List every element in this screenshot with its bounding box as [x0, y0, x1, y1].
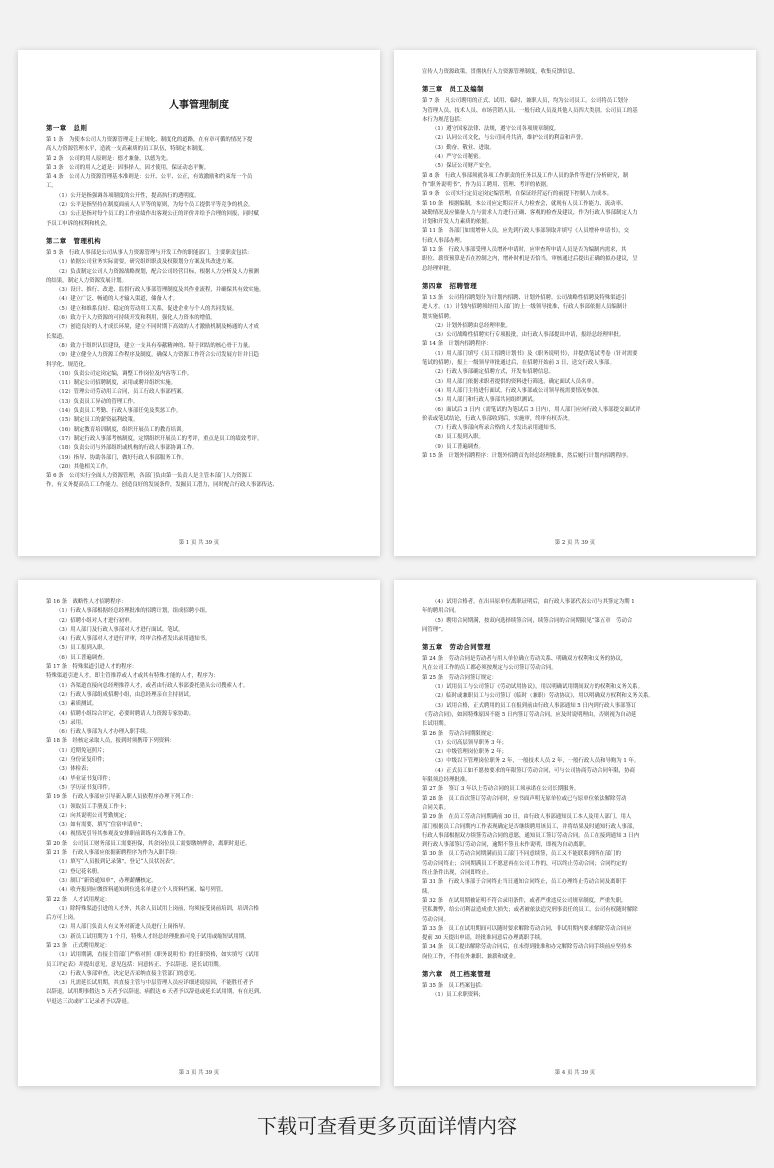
text-line: （2）负责制定公司人力资源战略规划，配合公司经营目标，根据人力分析及人力预测: [56, 268, 259, 275]
text-line: （5）录用。: [56, 719, 87, 726]
text-line: 年限须总经理批准。: [422, 777, 471, 784]
text-line: （2）登记花名册。: [56, 868, 103, 875]
text-line: （1）各渠道直接向总经理推荐人才，或者由行政人事部委托猎头公司搜索人才。: [56, 682, 249, 689]
text-line: （18）负责公司与外部组织或机构的行政人事部协调工作。: [56, 445, 198, 452]
text-line: 以辞退，试用期事假达 5 天者予以辞退，病假达 6 天者予以辞退或延长试用期，有在迟到、: [46, 989, 265, 996]
text-line: 第 5 条 行政人事部是公司从事人力资源管理与开发工作的职能部门，主要职责包括：: [46, 249, 253, 256]
page-content: [46, 123, 352, 491]
page-content: [422, 68, 728, 461]
text-line: （1）用人部门填写《员工招聘计划书》及《职务说明书》，并提供笔试考卷（针对需要: [432, 350, 638, 357]
text-line: 早退达三次或旷工记录者予以辞退。: [46, 998, 133, 1005]
text-line: 第 6 条 公司实行全面人力资源管理，各部门负由第一负责人是主管本部门人力资源工: [46, 473, 253, 480]
text-line: 第 10 条 根据编制，本公司应定期召开人力检查会，就现有人员工作能力、流动率、: [422, 200, 627, 207]
text-line: （5）员工报到入职。: [56, 645, 108, 652]
text-line: （3）中级以下管理岗位职务 2 年，一般技术人员 2 年，一般行政人员和导购为 1 年。: [432, 758, 640, 765]
text-line: （4）建立广泛、畅通的人才输入渠道，储备人才。: [56, 296, 179, 303]
text-line: 第 17 条 特殊渠道引进人才的程序：: [46, 664, 138, 671]
text-line: 劳动合同终止；合同期满员工不愿意再在公司工作的，可以终止劳动合同；合同约定的: [422, 860, 627, 867]
text-line: （13）负责员工异动的管理工作。: [56, 398, 139, 405]
text-line: 高人力资源管理水平，造就一支高素质的员工队伍，特制定本制度。: [46, 146, 208, 153]
text-line: （7）创造良好的人才成长环境，建立不同时期下高效的人才激励机制及畅通的人才成: [56, 324, 259, 331]
text-line: （8）员工报到入职。: [432, 434, 484, 441]
text-line: 第 29 条 在员工劳动合同期满前 30 日，由行政人事部通知员工本人及用人部门，用人: [422, 814, 632, 821]
text-line: （8）致力于组织认信建设，建立一支具有奉献精神的、特于团结的核心骨干力量。: [56, 342, 254, 349]
text-line: 长试用期。: [422, 721, 449, 728]
text-line: 价表或笔试结论，行政人事部收到后，实施审，终审有权否决。: [422, 415, 573, 422]
text-line: （2）临时或兼职员工与公司签订《临时（兼职）劳动协议》，用以明确双方权利和义务关系。: [432, 693, 654, 700]
text-line: 笔试的招聘），报上一级领导审批通过后，在招聘开始前 3 日，送交行政人事部。: [422, 360, 615, 367]
document-page-1: [18, 50, 380, 556]
text-line: 第 3 条 公司的用人之道是：因事择人，因才使用，保证动态平衡。: [46, 164, 210, 171]
text-line: 第 26 条 劳动合同期限规定：: [422, 730, 497, 737]
download-caption[interactable]: 下载可查看更多页面详情内容: [257, 1114, 517, 1138]
chapter-heading: 第一章 总则: [46, 124, 88, 132]
text-line: 职位、薪资预算是否在控制之内，增补时机是否恰当，审核通过后提出正确的拟办建议，呈: [422, 256, 638, 263]
text-line: （1）员工求职资料；: [432, 992, 484, 999]
page-footer: 第 4 页 共 39 页: [554, 1070, 596, 1076]
text-line: （5）保证公司财产安全。: [432, 163, 495, 170]
text-line: 第 33 条 员工在试用期间可以随时要求解除劳动合同，非试用期内要求解除劳动合同应: [422, 925, 632, 932]
text-line: （1）近期免冠照片；: [56, 747, 108, 754]
text-line: 第 31 条 行政人事部于合同终止当日通知合同终止，员工办理终止劳动合同及离职手: [422, 879, 627, 886]
text-line: （3）公正是指对每个员工的工作业绩作出客观公正的评价并给予合理的回报，同时赋: [56, 211, 259, 218]
text-line: （12）管理公司劳动用工合同，员工行政人事部档案。: [56, 389, 187, 396]
text-line: （1）试用员工与公司签订《劳动试用协议》，用以明确试用期间双方的权利和义务关系。: [432, 684, 643, 691]
text-line: （4）用人部门主持进行面试，行政人事部或公司领导视需要情况参加。: [432, 387, 603, 394]
text-line: （2）认同公司文化，与公司同舟共济，维护公司的利益和声誉。: [432, 135, 587, 142]
text-line: （9）建立健全人力资源工作程序及制度，确保人力资源工作符合公司发展方针并日趋: [56, 352, 259, 359]
text-line: 行政人事部根据双方续签劳动合同的意愿，通知员工签订劳动合同。员工在接到通知 3 日内: [422, 832, 640, 839]
text-line: 第 12 条 行政人事部受理人员增补申请时，应审查所申请人员是否为编制内需求，其: [422, 247, 627, 254]
text-line: 营私舞弊，给公司利益造成重大损失；或者被依法追究刑事责任的员工，公司有权随时解除: [422, 907, 638, 914]
page-content: [46, 598, 352, 1007]
text-line: （2）中级管理岗位职务 2 年；: [432, 749, 507, 756]
text-line: （17）制定行政人事部考核制度，定期组织开展员工的考评，重点是员工的绩效考评。: [56, 435, 263, 442]
text-line: 第 30 条 员工劳动合同期满而员工部门不同意续签，员工又不能联系到所在部门的: [422, 851, 621, 858]
text-line: （2）计划外招聘由总经理审批。: [432, 322, 511, 329]
text-line: （15）制定员工的薪资福利政策。: [56, 417, 139, 424]
text-line: 第 32 条 在试用期被证明不符合录用条件，或者严重违反公司规章制度，严重失职，: [422, 897, 627, 904]
text-line: 第 1 条 为使本公司人力资源管理走上正规化、制度化的道路，在有章可循的情况下提: [46, 137, 253, 143]
text-line: 第 2 条 公司的用人原则是：德才兼备，以德为先。: [46, 155, 172, 162]
text-line: 第 34 条 员工提出解除劳动合同后，在未得到批准和办完解除劳动合同手续前应坚持本: [422, 944, 632, 951]
text-line: （1）填写“人员报到记录簿”，登记“人员状况表”。: [56, 859, 179, 866]
text-line: （3）公司战略性招聘实行专项报批，由行政人事部提出申请，报经总经理审批。: [432, 332, 625, 339]
text-line: 第 8 条 行政人事部须就各项工作职责的任务以及工作人员的条件等进行分析研究，制: [422, 172, 629, 179]
text-line: 第 4 条 公司人力资源管理基本准则是：公开、公平、公正，有效激励和约束每一个员: [46, 174, 253, 181]
text-line: 第 20 条 公司员工财务部员工需要担保，其余岗位员工需要缴纳押金，离职时退还。: [46, 840, 251, 847]
text-line: 为管理人员、技术人员、市场营销人员、一般行政人员及其他人员四大类别。公司员工的基: [422, 107, 638, 114]
text-line: （1）除特殊渠道引进的人才外，其余人员试用上岗前，均须接受岗前培训，培训合格: [56, 905, 259, 912]
text-line: 到行政人事部签订劳动合同，逾期不签且未作说明，即视为自动离职。: [422, 842, 590, 849]
text-line: 第 21 条 行政人事部应依据新聘程序为作为入职手续：: [46, 850, 181, 857]
text-line: 作，有义务提高员工工作能力，创造良好的发展条件，发掘员工潜力，同时配合行政人事部传达、: [46, 482, 278, 489]
text-line: （1）领取员工手册及工作卡；: [56, 803, 130, 810]
text-line: （1）公司高层领导职务 3 年；: [432, 739, 507, 746]
text-line: 第 9 条 公司实行定员定岗定编管理，在保证经营运行的前提下控制人力成本。: [422, 191, 613, 198]
text-line: （3）用人部门依据求职者提供的资料进行筛选，确定面试人员名单。: [432, 378, 598, 385]
chapter-heading: 第二章 管理机构: [46, 236, 102, 245]
text-line: 岗位工作，不得在外兼职、兼薪和就业。: [422, 953, 520, 960]
text-line: 特殊渠道引进人才，即主管推荐或人才或其有特殊才能的人才，程序为：: [46, 673, 219, 680]
text-line: 年的聘用合同。: [422, 608, 460, 615]
text-line: 第 25 条 劳动合同签订规定：: [422, 674, 497, 681]
chapter-heading: 第四章 招聘管理: [422, 281, 478, 290]
text-line: （1）试用期满，直接主管部门严格对照《职务说明书》的任职资格，如实填写《试用: [56, 952, 259, 959]
text-line: （2）用人部门负责人有义务对新进人员进行上岗指导。: [56, 924, 189, 931]
text-line: 续。: [422, 888, 433, 895]
text-line: 予员工申诉的权利和机会。: [46, 220, 111, 227]
text-line: （3）设计、推行、改进、监督行政人事部管理制度及其作业流程，并确保其有效实施。: [56, 287, 265, 294]
text-line: （3）如有需要，填写“住宿申请单”；: [56, 822, 146, 829]
text-line: （6）行政人事部为人才办理入职手续。: [56, 729, 152, 736]
text-line: 缺勤情况及应储备人力与需求人力进行正确、客观的检查及建议，作为行政人事部制定人力: [422, 209, 638, 216]
text-line: 员工评定表》并提出意见，意见包括：同意转正、予以辞退、延长试用期。: [46, 961, 224, 968]
text-line: （1）遵守国家法律、法规，遵守公司各项规章制度。: [432, 126, 560, 133]
document-title: 人事管理制度: [169, 100, 229, 111]
text-line: 第 16 条 战略性人才招聘程序：: [46, 599, 127, 605]
text-line: （1）行政人事部根据经总经理批准的招聘计划，组成招聘小组。: [56, 608, 211, 615]
text-line: （3）勤奋、敬业、进取。: [432, 144, 495, 151]
text-line: 总经理审批。: [422, 265, 455, 272]
text-line: （3）试用合格，正式聘用的员工在报到前由行政人事部通知 5 日内到行政人事部签订: [432, 702, 637, 709]
text-line: 第 18 条 经核定录取人员，报到时须携带下列资料：: [46, 738, 175, 745]
text-line: 劳动合同。: [422, 916, 449, 923]
document-page-4: [394, 580, 756, 1086]
text-line: 后方可上岗。: [46, 915, 79, 922]
text-line: 第 15 条 计划外招聘程序：计划外招聘首先经总经理批准，然后履行计划内招聘程序。: [422, 452, 632, 459]
text-line: （3）用人部门及行政人事部对人才进行面试、笔试。: [56, 626, 184, 633]
text-line: 第 13 条 公司将招聘划分为计划内招聘、计划外招聘。公司战略性招聘及特殊渠道引: [422, 294, 627, 301]
text-line: （4）正式员工如不愿按要求的年限签订劳动合同，可与公司协商劳动合同年限，协商: [432, 767, 635, 774]
text-line: （2）行政人事部确定招聘方式，开发布招聘信息。: [432, 369, 555, 376]
text-line: （19）指导、协助各部门，做好行政人事部服务工作。: [56, 454, 187, 461]
text-line: （5）聘用合同期满，按双向选择续签合同，续签合同的合同期限见“第五章 劳动合: [432, 617, 633, 624]
text-line: 合同关系。: [422, 804, 449, 811]
text-line: 第 27 条 签订 3 年以上劳动合同的员工须承诺在公司长期服务。: [422, 786, 580, 793]
text-line: （6）致力于人力资源的可持续开发和利用，强化人力资本的增值。: [56, 315, 216, 322]
text-line: 科学化、规范化。: [46, 361, 90, 368]
text-line: 工。: [46, 183, 57, 190]
text-line: （1）依据公司业务实际需要，研究组织职责及权限划分方案及其改进方案。: [56, 259, 238, 266]
text-line: 部门根据员工合同期内工作表现确定是否继续聘用该员工，并将结果及时通知行政人事部，: [422, 823, 638, 830]
text-line: 终止条件出现，合同即终止。: [422, 870, 493, 877]
text-line: （2）行政人事部审查，决定是否采纳直接主管部门的意见。: [56, 970, 200, 977]
text-line: （4）招聘小组综合评定，必要时聘请人力资源专家协助。: [56, 710, 195, 717]
chapter-heading: 第三章 员工及编制: [422, 85, 485, 94]
document-page-3: [18, 580, 380, 1086]
text-line: 的结果，制定人力资源发展计划。: [46, 277, 127, 284]
page-footer: 第 2 页 共 39 页: [554, 540, 596, 546]
text-line: （10）负责公司定岗定编，调整工作岗位及内容等工作。: [56, 370, 193, 377]
text-line: （4）视情况引导其参观及安排职前训练有关准备工作。: [56, 831, 189, 838]
text-line: （2）公平是指坚持在制度面前人人平等的原则，为每个员工提供平等竞争的机会。: [56, 202, 254, 209]
text-line: （3）新员工试用期为 1 个月，特殊人才经总经理批准可免于试用或缩短试用期。: [56, 933, 250, 940]
text-line: 进人才。（1）计划内招聘须经用人部门的上一级领导批准，行政人事部依据人员编制计: [422, 304, 628, 311]
text-line: 本行为规范包括：: [422, 116, 466, 123]
text-line: （4）严守公司秘密。: [432, 154, 484, 161]
text-line: 第 28 条 员工首次签订劳动合同时，应书面声明无原单位或已与原单位依法解除劳动: [422, 795, 627, 802]
text-line: （3）制订“新资通知单”，办理薪酬核定。: [56, 877, 157, 884]
text-line: 第 35 条 员工档案包括：: [422, 982, 487, 989]
text-line: 同管理”。: [422, 626, 447, 633]
text-line: 凡在公司工作的员工都必须按规定与公司签订劳动合同。: [422, 665, 557, 672]
text-line: （3）凡需延长试用期，其直接主管与中层管理人员应详细述说原因，不能胜任者予: [56, 980, 254, 987]
text-line: （4）行政人事部对人才进行评审，终审合格者发出录用通知书。: [56, 636, 211, 643]
text-line: （2）招聘小组对人才进行初审。: [56, 617, 135, 624]
text-line: 第 11 条 各部门如需增补人员，应先到行政人事部领取并填写《人员增补申请书》，交: [422, 228, 630, 235]
text-line: 第 7 条 凡公司聘用的正式、试用、临时、兼职人员，均为公司员工。公司将员工划分: [422, 98, 629, 105]
page-footer: 第 3 页 共 39 页: [178, 1070, 220, 1076]
text-line: 《劳动合同》，如因特殊原因不能 5 日内签订劳动合同，应及时说明理由，否则视为自动延: [422, 711, 637, 718]
text-line: （11）制定公司招聘制度，录用或聘并组织实施。: [56, 380, 177, 387]
text-line: （6）员工普遍调查。: [56, 654, 108, 661]
text-line: （4）毕业证书复印件；: [56, 775, 114, 782]
text-line: （16）制定教育培训制度，组织开展员工的教育培训。: [56, 426, 187, 433]
text-line: 作“职务说明书”，作为员工聘用、管理、考评的依据。: [422, 181, 552, 188]
page-footer: 第 1 页 共 39 页: [178, 540, 220, 546]
text-line: （2）身份证复印件；: [56, 757, 108, 764]
text-line: 提前 30 天提出申请，经批准同意后办理离职手续。: [422, 935, 546, 942]
text-line: （1）公开是指强调各项制度的公开性，提高执行的透明度。: [56, 192, 200, 199]
document-page-2: [394, 50, 756, 556]
text-line: （3）素质测试。: [56, 701, 98, 708]
text-line: （20）其他相关工作。: [56, 463, 112, 470]
text-line: （6）面试后 3 日内（需笔试的为笔试后 3 日内），用人部门应向行政人事部提交面试评: [432, 406, 641, 413]
text-line: 长渠道。: [46, 333, 68, 340]
text-line: 第 24 条 劳动合同是劳动者与用人单位确立劳动关系、明确双方权利和义务的协议，: [422, 656, 627, 663]
text-line: （3）体检表；: [56, 766, 92, 773]
text-line: （9）员工普遍调查。: [432, 443, 484, 450]
text-line: 行政人事部办理。: [422, 237, 466, 244]
chapter-heading: 第五章 劳动合同管理: [422, 643, 491, 652]
text-line: 第 22 条 人才试用规定：: [46, 896, 111, 903]
text-line: （7）行政人事部向所录合格的人才发出录用通知书。: [432, 425, 560, 432]
text-line: （5）建立和维系良好、稳定的劳动用工关系，促进企业与个人的共同发展。: [56, 305, 238, 312]
text-line: （5）学历证书复印件。: [56, 784, 114, 791]
text-line: 划实施招聘。: [422, 313, 455, 320]
text-line: （4）收齐报到应缴资料通知到位选名单建立个人资料档案，编号列管。: [56, 887, 227, 894]
text-line: 第 19 条 行政人事部应引导新入职人员依程序办理下列工作：: [46, 794, 197, 801]
text-line: （4）试用合格者，在出具原单位离职证明后，由行政人事部代表公司与其签定为期 1: [432, 599, 635, 605]
page-content: [422, 598, 728, 1001]
text-line: （14）负责员工考勤、行政人事部任免及奖惩工作。: [56, 408, 182, 415]
text-line: （2）行政人事部组成招聘小组，由总经理亲自主持初试。: [56, 691, 195, 698]
text-line: 宣传人力资源政策，贯彻执行人力资源管理制度，收集反馈信息。: [422, 69, 579, 75]
text-line: 第 14 条 计划内招聘程序：: [422, 341, 492, 348]
text-line: （2）向其说明公司考勤规定；: [56, 812, 130, 819]
text-line: 第 23 条 正式聘用规定：: [46, 942, 111, 949]
text-line: （5）用人部门和行政人事部共同组织测试。: [432, 397, 538, 404]
chapter-heading: 第六章 员工档案管理: [422, 969, 491, 978]
text-line: 计划和开发人力素质的依据。: [422, 219, 493, 226]
